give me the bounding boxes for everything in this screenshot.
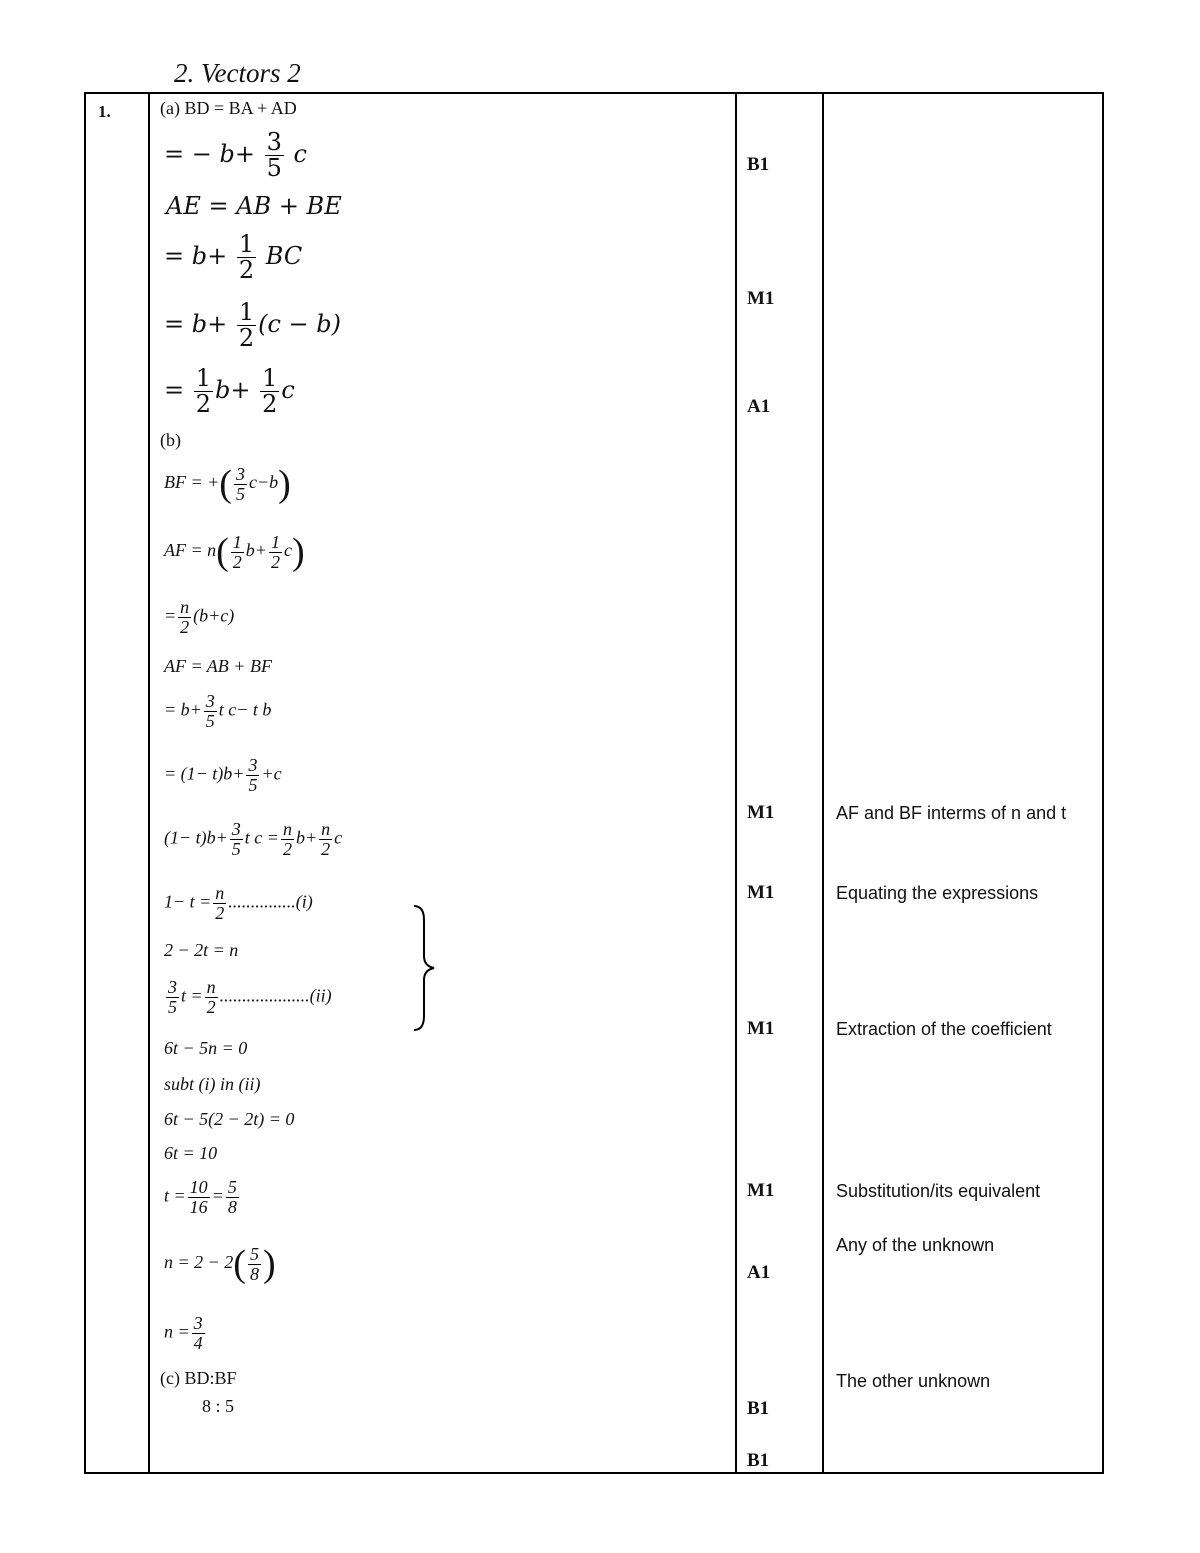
mark: A1 bbox=[747, 1262, 771, 1283]
equation-n2: n = $\frac{3}{4}$ bbox=[164, 1313, 203, 1353]
equation-af-3: AF = AB + BF bbox=[164, 656, 272, 676]
comment: Equating the expressions bbox=[836, 883, 1039, 903]
equation-equate: (1− t)b+ $\frac{3}{5}$ t c = $\frac{n}{2}$ b+ $\frac{n}{2}$ c bbox=[164, 819, 343, 859]
mark: M1 bbox=[747, 802, 775, 823]
mark: B1 bbox=[747, 1398, 770, 1419]
equation-ii: $\frac{3}{5}$ t = $\frac{n}{2}$ ....................(ii) bbox=[168, 977, 332, 1017]
equation-bf: BF = +( $\frac{3}{5}$ c−b) bbox=[164, 463, 291, 505]
comment: Any of the unknown bbox=[836, 1235, 995, 1255]
mark: M1 bbox=[747, 288, 775, 309]
equation-i-rearranged: 2 − 2t = n bbox=[164, 940, 239, 960]
marking-scheme-table bbox=[84, 92, 1104, 1474]
column-divider bbox=[148, 94, 150, 1472]
ratio-answer: 8 : 5 bbox=[202, 1396, 235, 1416]
comment: AF and BF interms of n and t bbox=[836, 803, 1067, 823]
mark: B1 bbox=[747, 154, 770, 175]
part-b-label: (b) bbox=[160, 430, 181, 450]
mark: A1 bbox=[747, 396, 771, 417]
mark: M1 bbox=[747, 1018, 775, 1039]
mark: B1 bbox=[747, 1450, 770, 1471]
page-title: 2. Vectors 2 bbox=[174, 58, 301, 88]
equation-c1: 6t − 5n = 0 bbox=[164, 1038, 248, 1058]
mark: M1 bbox=[747, 1180, 775, 1201]
equation-bd: = − b+ $\frac{3}{5}$ c bbox=[164, 128, 307, 183]
equation-t: t = $\frac{10}{16}$ = $\frac{5}{8}$ bbox=[164, 1177, 237, 1217]
equation-ae-step2: = b+ $\frac{1}{2}$ BC bbox=[164, 230, 303, 285]
equation-af-4: = b+ $\frac{3}{5}$ t c− t b bbox=[164, 691, 272, 731]
equation-c2: subt (i) in (ii) bbox=[164, 1074, 261, 1094]
comment: The other unknown bbox=[836, 1371, 991, 1391]
comment: Substitution/its equivalent bbox=[836, 1181, 1041, 1201]
part-c-label: (c) BD:BF bbox=[160, 1368, 237, 1388]
equation-af-1: AF = n( $\frac{1}{2}$ b+ $\frac{1}{2}$ c) bbox=[164, 531, 305, 573]
equation-i: 1− t = $\frac{n}{2}$ ...............(i) bbox=[164, 883, 313, 923]
equation-c4: 6t = 10 bbox=[164, 1143, 218, 1163]
question-number: 1. bbox=[98, 102, 111, 121]
equation-af-2: = $\frac{n}{2}$ (b+c) bbox=[164, 597, 235, 637]
right-brace-icon bbox=[412, 904, 436, 1032]
column-divider bbox=[735, 94, 737, 1472]
equation-ae: AE = AB + BE bbox=[166, 192, 342, 220]
part-a-line: (a) BD = BA + AD bbox=[160, 98, 297, 118]
equation-ae-step4: = $\frac{1}{2}$ b+ $\frac{1}{2}$ c bbox=[164, 364, 295, 419]
equation-ae-step3: = b+ $\frac{1}{2}$ (c − b) bbox=[164, 298, 342, 353]
mark: M1 bbox=[747, 882, 775, 903]
equation-n1: n = 2 − 2( $\frac{5}{8}$ ) bbox=[164, 1243, 276, 1285]
comment: Extraction of the coefficient bbox=[836, 1019, 1052, 1039]
equation-c3: 6t − 5(2 − 2t) = 0 bbox=[164, 1109, 295, 1129]
equation-af-5: = (1− t)b+ $\frac{3}{5}$ +c bbox=[164, 755, 282, 795]
column-divider bbox=[822, 94, 824, 1472]
